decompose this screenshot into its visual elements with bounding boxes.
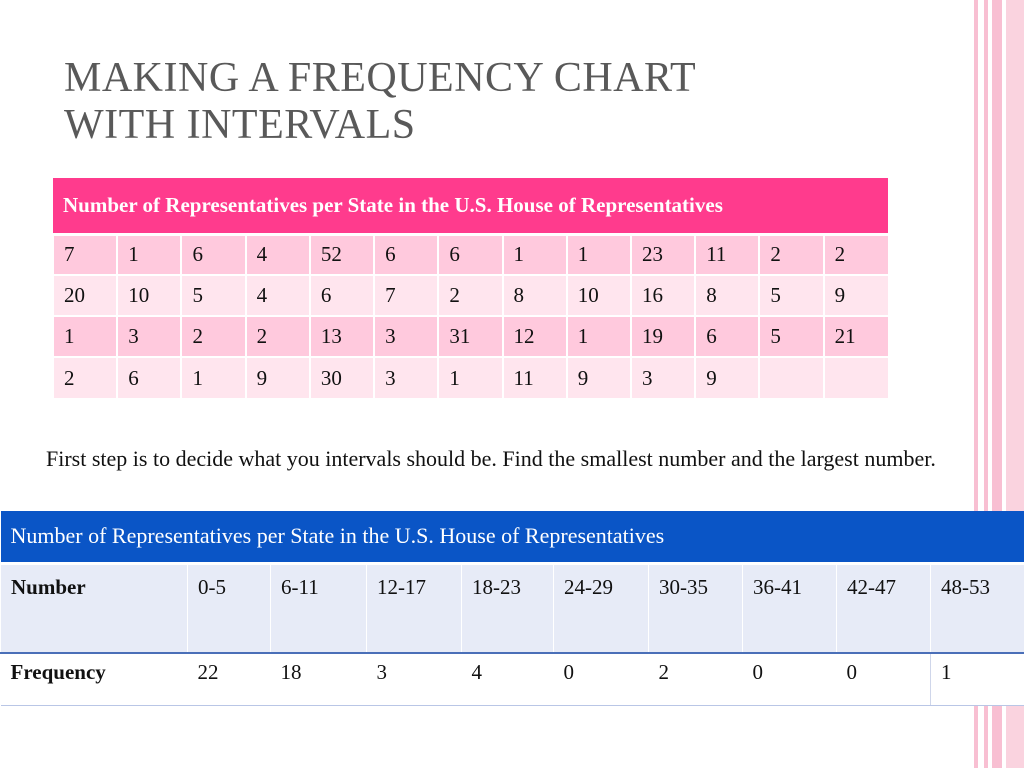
table-cell: 6 xyxy=(310,275,374,316)
frequency-cell: 3 xyxy=(367,653,462,705)
frequency-row xyxy=(1,653,1024,705)
table-cell: 52 xyxy=(310,234,374,275)
table-cell: 1 xyxy=(567,316,631,357)
table-cell: 4 xyxy=(246,234,310,275)
table-cell xyxy=(824,357,888,398)
number-label: Number xyxy=(1,563,188,653)
table-cell: 11 xyxy=(695,234,759,275)
table-cell: 3 xyxy=(374,357,438,398)
table-cell: 9 xyxy=(824,275,888,316)
frequency-table-header: Number of Representatives per State in the U.S. House of Representatives xyxy=(1,511,1024,563)
table-cell: 2 xyxy=(759,234,823,275)
interval-cell: 18-23 xyxy=(462,563,554,653)
table-cell: 19 xyxy=(631,316,695,357)
table-cell: 9 xyxy=(695,357,759,398)
interval-cell: 24-29 xyxy=(554,563,649,653)
table-cell: 2 xyxy=(53,357,117,398)
frequency-cell: 18 xyxy=(271,653,367,705)
interval-row xyxy=(1,563,1024,653)
table-cell: 4 xyxy=(246,275,310,316)
table-cell: 7 xyxy=(53,234,117,275)
table-cell: 30 xyxy=(310,357,374,398)
frequency-cell: 1 xyxy=(931,653,1024,705)
table-cell: 5 xyxy=(759,275,823,316)
table-cell: 3 xyxy=(374,316,438,357)
table-cell: 1 xyxy=(503,234,567,275)
data-table-header: Number of Representatives per State in the U.S. House of Representatives xyxy=(53,178,888,234)
representatives-data-table xyxy=(52,178,888,398)
table-cell: 5 xyxy=(759,316,823,357)
frequency-cell: 22 xyxy=(188,653,271,705)
table-cell: 23 xyxy=(631,234,695,275)
interval-cell: 48-53 xyxy=(931,563,1024,653)
frequency-table xyxy=(0,511,1024,706)
table-cell: 3 xyxy=(117,316,181,357)
instruction-text: First step is to decide what you intervals should be. Find the smallest number and the largest number. xyxy=(46,446,936,471)
interval-cell: 30-35 xyxy=(649,563,743,653)
table-cell: 20 xyxy=(53,275,117,316)
table-cell: 5 xyxy=(181,275,245,316)
table-cell: 8 xyxy=(503,275,567,316)
frequency-cell: 0 xyxy=(743,653,837,705)
frequency-cell: 0 xyxy=(837,653,931,705)
interval-cell: 0-5 xyxy=(188,563,271,653)
table-cell: 1 xyxy=(181,357,245,398)
table-cell: 13 xyxy=(310,316,374,357)
table-row xyxy=(53,234,888,275)
interval-cell: 6-11 xyxy=(271,563,367,653)
frequency-cell: 0 xyxy=(554,653,649,705)
table-cell: 2 xyxy=(246,316,310,357)
table-cell: 21 xyxy=(824,316,888,357)
interval-cell: 36-41 xyxy=(743,563,837,653)
table-cell: 7 xyxy=(374,275,438,316)
table-cell: 6 xyxy=(181,234,245,275)
table-cell: 31 xyxy=(438,316,502,357)
title-line-1: MAKING A FREQUENCY CHART xyxy=(64,55,697,101)
table-cell: 1 xyxy=(438,357,502,398)
frequency-cell: 4 xyxy=(462,653,554,705)
table-cell: 3 xyxy=(631,357,695,398)
table-cell: 2 xyxy=(181,316,245,357)
table-cell: 6 xyxy=(695,316,759,357)
table-cell: 6 xyxy=(117,357,181,398)
table-cell: 1 xyxy=(567,234,631,275)
table-cell: 10 xyxy=(567,275,631,316)
table-row xyxy=(53,357,888,398)
table-cell: 16 xyxy=(631,275,695,316)
table-cell: 2 xyxy=(438,275,502,316)
table-row xyxy=(53,275,888,316)
table-cell: 9 xyxy=(567,357,631,398)
interval-cell: 42-47 xyxy=(837,563,931,653)
title-line-2: WITH INTERVALS xyxy=(64,102,416,148)
table-cell: 12 xyxy=(503,316,567,357)
table-cell: 9 xyxy=(246,357,310,398)
table-row xyxy=(53,316,888,357)
interval-cell: 12-17 xyxy=(367,563,462,653)
table-cell: 1 xyxy=(117,234,181,275)
table-cell: 2 xyxy=(824,234,888,275)
table-cell: 10 xyxy=(117,275,181,316)
slide-title xyxy=(64,55,844,149)
table-cell: 8 xyxy=(695,275,759,316)
table-cell: 1 xyxy=(53,316,117,357)
frequency-label: Frequency xyxy=(1,653,188,705)
table-cell: 11 xyxy=(503,357,567,398)
table-cell: 6 xyxy=(374,234,438,275)
frequency-cell: 2 xyxy=(649,653,743,705)
table-cell: 6 xyxy=(438,234,502,275)
table-cell xyxy=(759,357,823,398)
